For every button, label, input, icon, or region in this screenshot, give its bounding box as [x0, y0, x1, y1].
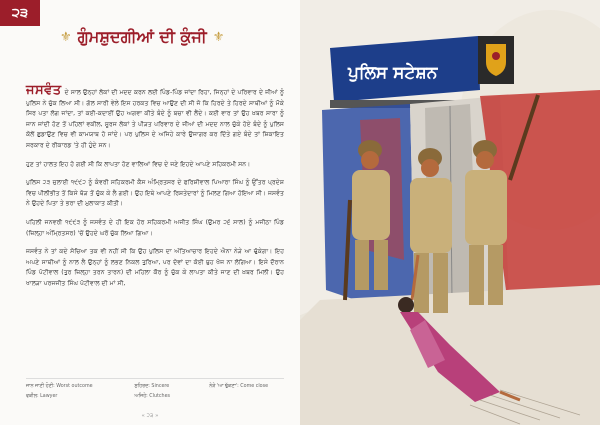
sign-text: ਪੁਲਿਸ ਸਟੇਸ਼ਨ	[348, 63, 438, 83]
chapter-header	[60, 27, 280, 47]
paragraph: ਪੁਲਿਸ ੨੩ ਜੁਲਾਈ ੧੯੯੨ ਨੂੰ ਕੰਵਰੀ ਸਹਿਕਰਮੀ ਕੈਸ ਅੰਮ੍ਰਿਤਸਰ ਦੇ ਫਰਿਸ਼ੀਵਾਲ ਪਿਆਰਾ ਸਿੰਘ ਨੂੰ ਉੱਤਰ ਪ੍ਰਦੇਸ਼ ਵਿਚ ਪੀਲੀਭੀਤ ਤੋਂ ਕਿਸੇ ਥੋੜ ਤੋਂ ਚੁੱਕ ਕੇ ਲੈ ਗਈ। ਉਹ ਇਥੇ ਆਪਣੇ ਰਿਸ਼ਤੇਦਾਰਾਂ ਨੂੰ ਮਿਲਣ ਗਿਆ ਹੋਇਆ ਸੀ। ਜਸਵੰਤ ਨੇ ਉਹਦੇ ਪਿਤਾ ਤੇ ਭਰਾ ਦੀ ਮੁਲਾਕਾਤ ਕੀਤੀ।	[26, 179, 284, 208]
paragraph: ਜਸਵੰਤ ਦੇ ਸਾਲ ਉਨ੍ਹਾਂ ਲੋਕਾਂ ਦੀ ਮਦਦ ਕਰਨ ਲਈ ਪਿੰਡ-ਪਿੰਡ ਜਾਂਦਾ ਰਿਹਾ, ਜਿਨ੍ਹਾਂ ਦੇ ਪਰਿਵਾਰ ਦੇ ਜੀਆਂ ਨੂੰ ਪੁਲਿਸ ਨੇ ਚੁੱਕ ਲਿਆ ਸੀ। ਗੱਲ ਸਾਰੀ ਵੇਲੇ ਇਸ ਹਰਕਤ ਵਿਚ ਆਉਣ ਦੀ ਸੀ ਜੋ ਕਿ ਹਿਰਦੇ ਤੇ ਹਿਰਦੇ ਸਾਥੀਆਂ ਨੂੰ ਮੌਕੇ ਸਿਰ ਪਤਾ ਲੱਗ ਜਾਂਦਾ, ਤਾਂ ਕਈ-ਕਦਾਈਂ ਉਹ ਅਗਵਾ ਕੀਤੇ ਬੰਦੇ ਨੂੰ ਬਚਾ ਵੀ ਲੈਂਦੇ। ਕਈ ਵਾਰ ਤਾਂ ਉਹ ਖ਼ਬਰ ਸਾਰਾ ਨੂੰ ਜਾਨ ਜਾਂਦੀ ਹੋਣ ਤੋਂ ਪਹਿਲਾਂ ਵਕੀਲ, ਸੂਰਜ ਲੋਕਾਂ ਤੇ ਪੀੜਤ ਪਰਿਵਾਰ ਦੇ ਜੀਆਂ ਦੀ ਮਦਦ ਨਾਲ ਚੁੱਕੇ ਹੋਏ ਬੰਦੇ ਨੂੰ ਪੁਲਿਸ ਕੋਲੋਂ ਛੁਡਾਉਣ ਵਿਚ ਵੀ ਕਾਮਯਾਬ ਹੋ ਜਾਂਦੇ। ਪਰ ਪੁਲਿਸ ਦੇ ਅਜਿਹੇ ਕਾਰੇ ਉਜਾਗਰ ਕਰ ਦਿੱਤੇ ਗਏ ਬੰਦੇ ਤਾਂ ਸ਼ਿਕਾਇਤ ਸਰਕਾਰ ਦੇ ਰੀਕਾਰਡ 'ਤੇ ਹੀ ਹੁੰਦੇ ਸਨ।	[26, 83, 284, 149]
fleur-de-lis-icon: ⚜	[60, 29, 72, 45]
illustration-page	[300, 0, 600, 425]
glossary	[26, 378, 284, 399]
chapter-title: ਗੁੰਮਸ਼ੁਦਗੀਆਂ ਦੀ ਕੁੰਜੀ	[77, 27, 207, 46]
glossary-entry: ਸੁਹਿਰਦ: Sincere	[134, 384, 170, 389]
glossary-entry: ਜਾਨ ਜਾਣੀ ਹੋਣੀ: Worst outcome	[26, 384, 93, 389]
glossary-entry: ਨੇੜੇ 'ਆ ਢੁੱਕਣਾ': Come close	[209, 384, 269, 389]
paragraph: ਜਸਵੰਤ ਨੇ ਤਾਂ ਕਦੇ ਸੋਚਿਆ ਤਕ ਵੀ ਨਹੀਂ ਸੀ ਕਿ ਉਹ ਪੁਲਿਸ ਦਾ ਅੱਤਿਆਚਾਰ ਇਹਦੇ ਐਨਾ ਨੇੜੇ ਆ ਢੁੱਕੇਗਾ। ਇਹ ਅਪਣੇ ਸਾਥੀਆਂ ਨੂੰ ਨਾਲ ਲੈ ਉਨ੍ਹਾਂ ਨੂੰ ਲਭਣ ਨਿਕਲ ਤੁਰਿਆ, ਪਰ ਦੋਵਾਂ ਦਾ ਕੋਈ ਥੁਹ ਖੋਜ ਨਾ ਲੱਗਿਆ। ਇਸੇ ਦੌਰਾਨ ਪਿੰਡ ਪੱਟੀਵਾਲ (ਤੁਰ ਜ਼ਿਲ੍ਹਾ ਤਰਨ ਤਾਰਨ) ਦੀ ਮਹਿਲਾ ਕੌਰ ਨੂੰ ਚੁੱਕ ਕੇ ਲਾਪਤਾ ਕੀਤੇ ਜਾਣ ਦੀ ਖ਼ਬਰ ਮਿਲੀ। ਉਹ ਖਾਲੜਾ ਪਰਜਜੀਤ ਸਿੰਘ ਪੱਟੀਵਾਲ ਦੀ ਮਾਂ ਸੀ,	[26, 248, 284, 287]
page-number-badge: ੨੩	[0, 0, 40, 26]
paragraph: ਹੁਣ ਤਾਂ ਹਾਲਤ ਇਹ ਹੋ ਗਈ ਸੀ ਕਿ ਲਾਪਤਾ ਹੋਣ ਵਾਲਿਆਂ ਵਿਚ ਦੇ ਜਣੇ ਇਹਦੇ ਆਪਣੇ ਸਹਿਕਰਮੀ ਸਨ।	[26, 160, 251, 168]
paragraph: ਪਹਿਲੀ ਜਨਵਰੀ ੧੯੯੩ ਨੂੰ ਜਸਵੰਤ ਦੇ ਹੀ ਇਕ ਹੋਰ ਸਹਿਕਰਮੀ ਅਜੀਤ ਸਿੰਘ (ਉਮਰ ੨੬ ਸਾਲ) ਨੂੰ ਮਜੀਠਾ ਪਿੰਡ (ਜ਼ਿਲ੍ਹਾ ਅੰਮ੍ਰਿਤਸਰ) 'ਚੋਂ ਉਹਦੇ ਘਰੋਂ ਚੁੱਕ ਲਿਆ ਗਿਆ।	[26, 218, 284, 237]
body-text	[26, 83, 284, 298]
police-station-illustration	[300, 0, 600, 425]
fleur-de-lis-icon: ⚜	[212, 29, 225, 45]
glossary-entry	[209, 393, 284, 399]
footer-page-number: « ੨੩ »	[141, 413, 159, 419]
glossary-entry: ਅਜਿਹੇ: Clutches	[134, 394, 171, 399]
glossary-entry: ਵਕੀਲ: Lawyer	[26, 394, 58, 399]
police-emblem-icon	[478, 36, 514, 84]
drop-word: ਜਸਵੰਤ	[26, 83, 62, 98]
